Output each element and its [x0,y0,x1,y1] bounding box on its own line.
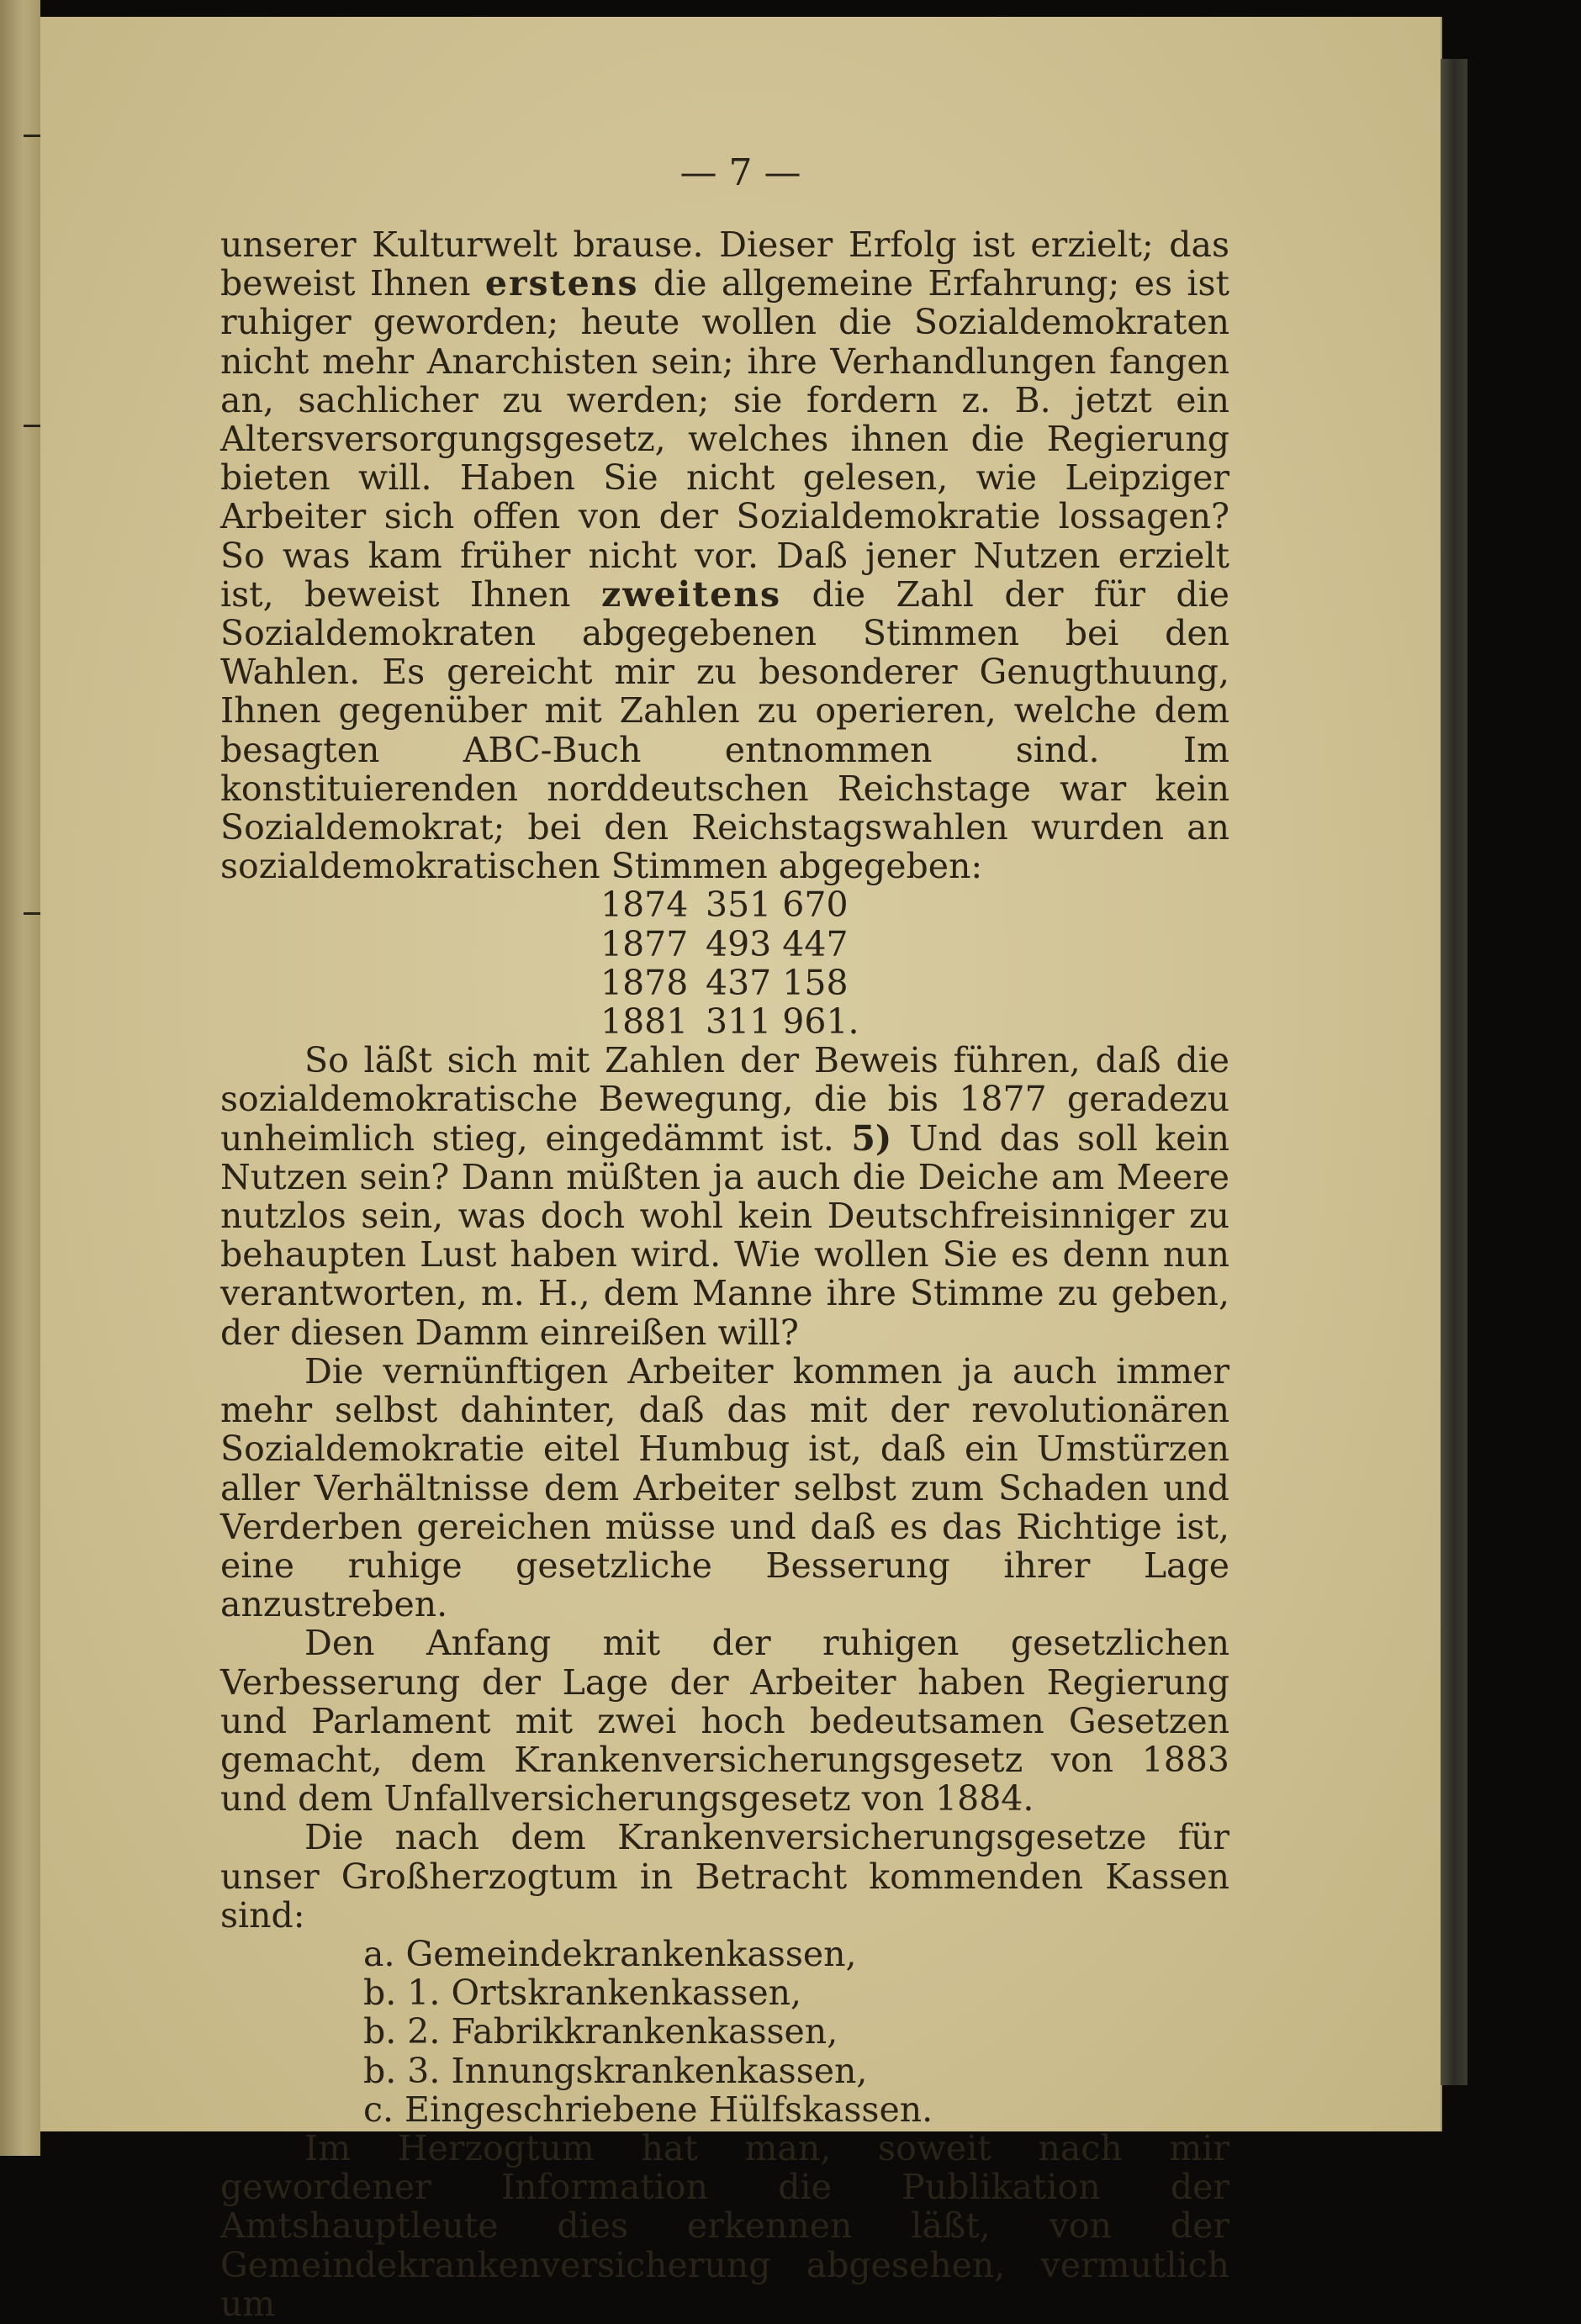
paragraph: Die nach dem Krankenversicherungsgesetze für unser Großherzogtum in Betracht kommenden Kassen sind: [220,1817,1229,1936]
votes-cell: 351 670 [706,885,849,926]
page-number: — 7 — [679,151,801,194]
list-item: c. Eingeschriebene Hülfskassen. [363,2089,933,2130]
page-body [220,225,1229,2323]
votes-cell: 311 961. [706,1001,859,1043]
list-item: b. 2. Fabrikkrankenkassen, [363,2011,838,2052]
emphasis-erstens: erstens [484,263,639,304]
fund-type-list [220,1935,1229,2129]
paragraph: Die vernünftigen Arbeiter kommen ja auch immer mehr selbst dahinter, daß das mit der revolutionären Sozialdemokratie eitel Humbug ist, daß ein Umstürzen aller Verhältnisse dem Arbeiter selbst zum Schaden und Verderben gereichen müsse und daß es das Richtige ist, eine ruhige gesetzliche Besserung ihrer Lage anzustreben. [220,1350,1229,1625]
facing-page-edge [0,0,40,2156]
votes-cell: 437 158 [706,962,849,1003]
list-item: b. 1. Ortskrankenkassen, [363,1973,802,2014]
year-cell: 1877 [600,923,689,964]
paragraph [220,1041,1229,1352]
list-item: b. 3. Innungskrankenkassen, [363,2050,868,2091]
vote-count-table [600,885,859,1041]
text-run: unserer Kulturwelt brause. Dieser Erfolg ist erzielt; das beweist Ihnen [220,224,1229,304]
text-run: die Zahl der für die Sozialdemokraten abgegebenen Stimmen bei den Wahlen. Es gereicht mir zu besonderer Genugthuung, Ihnen gegenüber mit Zahlen zu operieren, welche dem besagten ABC-Buch entnommen sind. Im konstituierenden norddeutschen Reichstage war kein Sozialdemokrat; bei den Reichstagswahlen wurden an sozialdemokratischen Stimmen abgegeben: [220,573,1229,887]
paragraph [220,225,1229,885]
paragraph: Im Herzogtum hat man, soweit nach mir gewordener Information die Publikation der Amtshauptleute dies erkennen läßt, von der Gemeindekrankenversicherung abgesehen, vermutlich um [220,2127,1229,2324]
text-run: die allgemeine Erfahrung; es ist ruhiger geworden; heute wollen die Sozialdemokraten nicht mehr Anarchisten sein; ihre Verhandlungen fangen an, sachlicher zu werden; sie fordern z. B. jetzt ein Altersversorgungsgesetz, welches ihnen die Regierung bieten will. Haben Sie nicht gelesen, wie Leipziger Arbeiter sich offen von der Sozialdemokratie lossagen? So was kam früher nicht vor. Daß jener Nutzen erzielt ist, beweist Ihnen [220,263,1229,615]
table-row [600,1002,859,1041]
paragraph: Den Anfang mit der ruhigen gesetzlichen Verbesserung der Lage der Arbeiter haben Regierung und Parlament mit zwei hoch bedeutsamen Gesetzen gemacht, dem Krankenversicherungsgesetz von 1883 und dem Unfallversicherungsgesetz von 1884. [220,1623,1229,1820]
text-run: Und das soll kein Nutzen sein? Dann müßten ja auch die Deiche am Meere nutzlos sein, was doch wohl kein Deutschfreisinniger zu behaupten Lust haben wird. Wie wollen Sie es denn nun verantworten, m. H., dem Manne ihre Stimme zu geben, der diesen Damm einreißen will? [220,1117,1229,1353]
footnote-marker: 5) [851,1117,892,1159]
votes-cell: 493 447 [706,923,849,964]
year-cell: 1878 [600,962,689,1003]
year-cell: 1874 [600,885,689,926]
text-run: So läßt sich mit Zahlen der Beweis führen, daß die sozialdemokratische Bewegung, die bis 1877 geradezu unheimlich stieg, eingedämmt ist. [220,1040,1229,1159]
table-row [600,885,859,924]
book-spine-gutter [1441,59,1467,2085]
list-item: a. Gemeindekrankenkassen, [363,1933,857,1974]
year-cell: 1881 [600,1001,689,1043]
table-row [600,925,859,964]
emphasis-zweitens: zweitens [600,573,782,615]
table-row [600,964,859,1002]
